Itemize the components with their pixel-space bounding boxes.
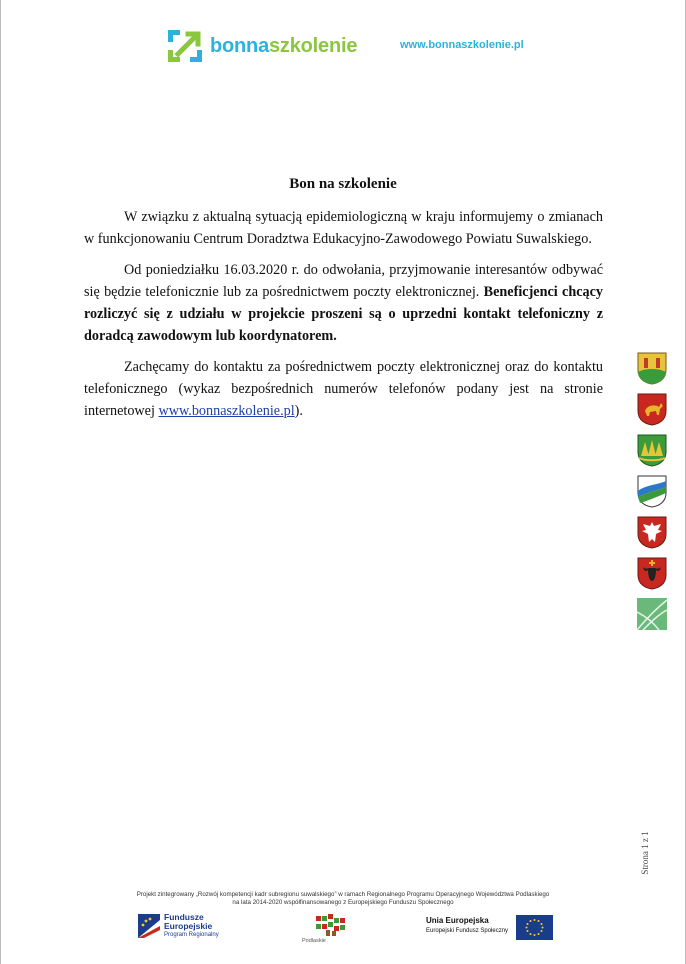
crest-green-lines-icon [637,598,667,631]
crest-gold-green-icon [637,352,667,385]
document-body [84,206,603,431]
crests-column [637,352,667,639]
footer-project-text [0,891,686,907]
fe-text [164,913,219,940]
ue-line-2: Europejski Fundusz Społeczny [426,928,509,934]
page-number [634,831,656,880]
page-number-text: Strona 1 z 1 [640,831,650,875]
crest-eagle-icon [637,516,667,549]
website-link[interactable]: www.bonnaszkolenie.pl [158,403,295,419]
crest-bull-icon [637,557,667,590]
page-border-left [0,0,1,964]
unia-europejska-text [426,916,508,936]
logo-text-part2: szkolenie [269,34,358,57]
paragraph-2 [84,259,603,347]
paragraph-3-text: Zachęcamy do kontaktu za pośrednictwem poczty elektronicznej oraz do kontaktu telefonicznego (wykaz bezpośrednich numerów telefonów podany jest na stronie internetowej [84,359,603,419]
logo-wordmark [210,35,357,58]
footer-line-2: na lata 2014-2020 współfinansowanego z Europejskiego Funduszu Społecznego [232,899,454,906]
footer-line-1: Projekt zintegrowany „Rozwój kompetencji kadr subregionu suwalskiego” w ramach Regionalnego Programu Operacyjnego Województwa Podlaskiego [136,891,550,898]
document-title: Bon na szkolenie [289,176,397,192]
fe-line-3: Program Regionalny [164,931,219,938]
bonnaszkolenie-logo [166,28,357,64]
fe-stars-icon [138,912,160,940]
fe-line-1: Fundusze [164,911,204,922]
paragraph-2-text: Od poniedziałku 16.03.2020 r. do odwołania, przyjmowanie interesantów odbywać się będzie telefonicznie lub za pośrednictwem poczty elektronicznej. [84,262,603,300]
logo-arrows-icon [166,28,204,64]
header-url-link[interactable]: www.bonnaszkolenie.pl [400,39,524,51]
paragraph-1: W związku z aktualną sytuacją epidemiologiczną w kraju informujemy o zmianach w funkcjonowaniu Centrum Doradztwa Edukacyjno-Zawodowego Powiatu Suwalskiego. [84,209,603,247]
logo-text-part1: bonna [210,34,269,57]
paragraph-3 [84,356,603,422]
crest-river-icon [637,475,667,508]
footer-logos [0,912,686,948]
crest-trees-icon [637,434,667,467]
fundusze-europejskie-logo [138,912,219,940]
eu-flag-icon [516,915,553,940]
paragraph-2-bold-text: Beneficjenci chcący rozliczyć się z udziału w projekcie proszeni są o uprzedni kontakt telefoniczny z doradcą zawodowym lub koordynatorem. [84,284,603,344]
crest-elk-icon [637,393,667,426]
paragraph-3-end: ). [294,403,303,419]
podlaskie-label: Podlaskie [302,938,326,944]
ue-line-1: Unia Europejska [426,916,489,925]
fe-line-2: Europejskie [164,920,213,931]
